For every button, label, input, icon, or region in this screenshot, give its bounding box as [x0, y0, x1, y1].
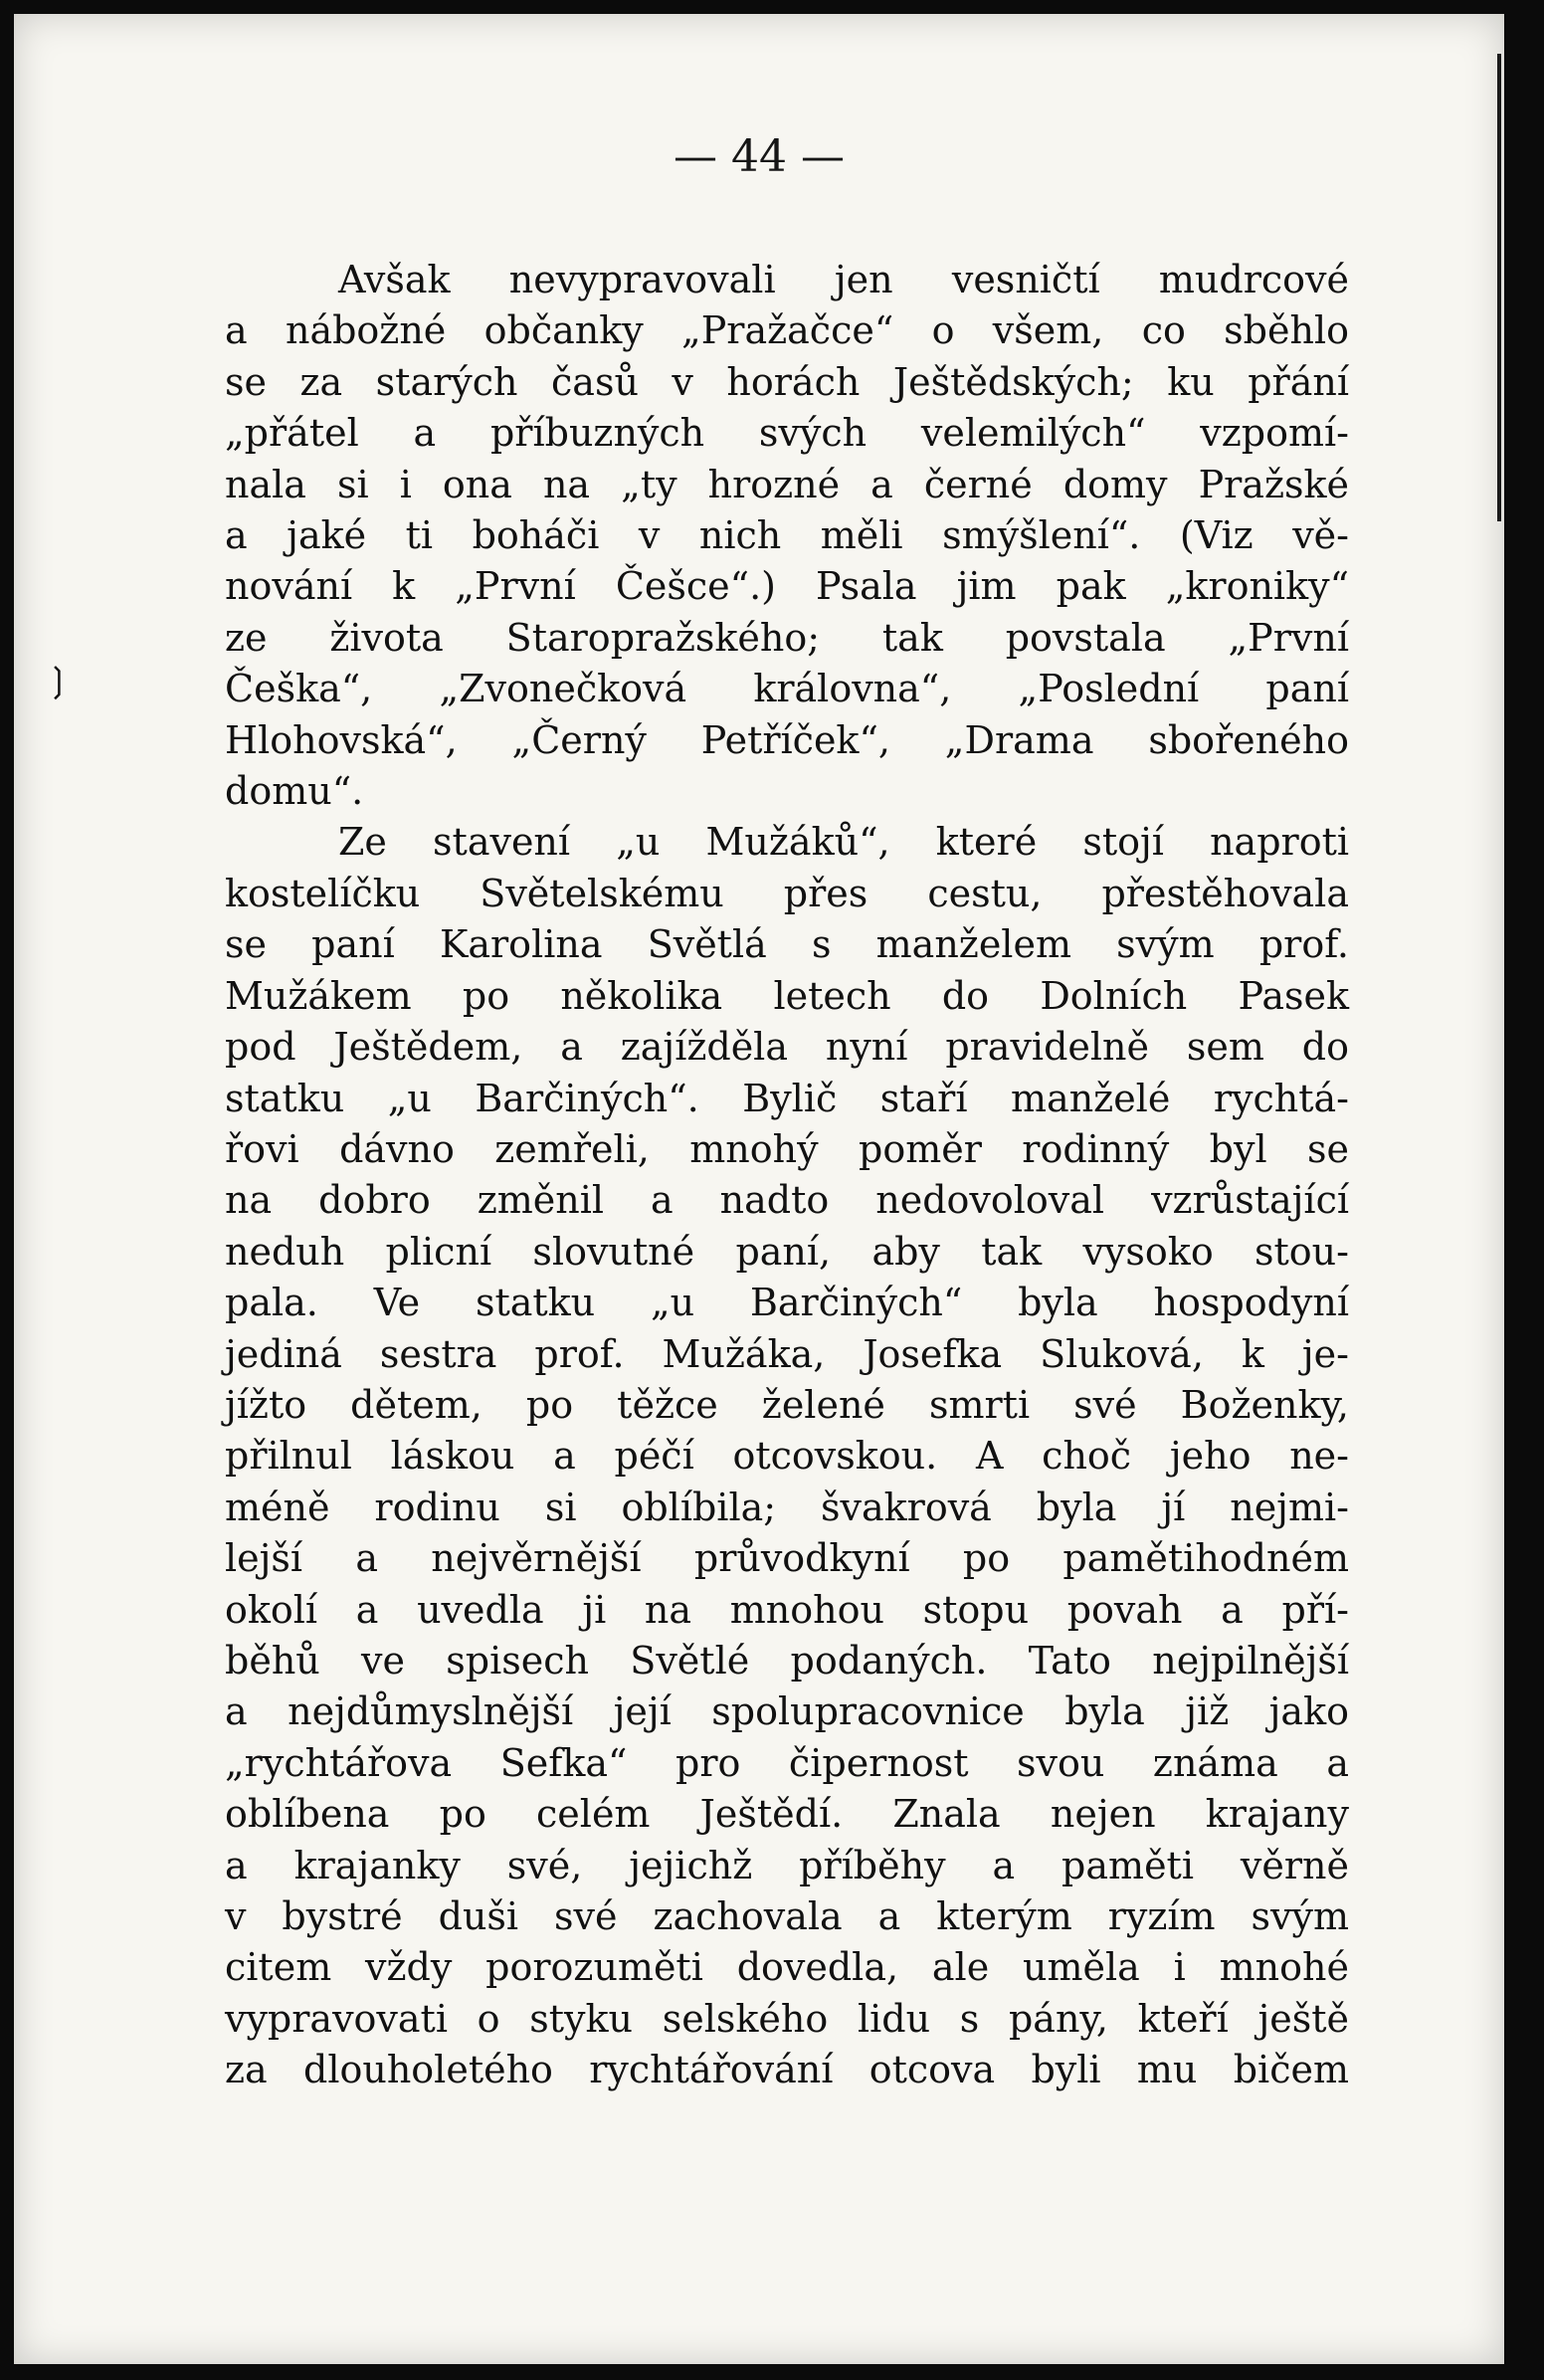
text-line: se paní Karolina Světlá s manželem svým prof. [225, 922, 1349, 967]
text-line: kostelíčku Světelskému přes cestu, přestěhovala [225, 871, 1349, 915]
text-line: „přátel a příbuzných svých velemilých“ vzpomí- [225, 411, 1349, 456]
text-line: v bystré duši své zachovala a kterým ryzím svým [225, 1894, 1349, 1938]
text-line: a krajanky své, jejichž příběhy a paměti věrně [225, 1843, 1349, 1887]
text-line: pod Ještědem, a zajížděla nyní pravidelně sem do [225, 1025, 1349, 1070]
text-line: neduh plicní slovutné paní, aby tak vysoko stou- [225, 1229, 1349, 1274]
text-line: řovi dávno zemřeli, mnohý poměr rodinný byl se [225, 1126, 1349, 1171]
text-line: se za starých časů v horách Ještědských; ku přání [225, 359, 1349, 404]
text-line: Ze stavení „u Mužáků“, které stojí naproti [338, 820, 1349, 865]
text-line: jediná sestra prof. Mužáka, Josefka Sluková, k je- [225, 1331, 1349, 1376]
text-line: jížto dětem, po těžce želené smrti své Boženky, [225, 1382, 1349, 1427]
text-line: citem vždy porozuměti dovedla, ale uměla i mnohé [225, 1945, 1349, 1990]
text-line: domu“. [225, 769, 364, 814]
text-line: na dobro změnil a nadto nedovoloval vzrůstající [225, 1178, 1349, 1223]
text-line: nala si i ona na „ty hrozné a černé domy Pražské [225, 462, 1349, 506]
body-text [225, 255, 1349, 2096]
text-line: a jaké ti boháči v nich měli smýšlení“. (Viz vě- [225, 513, 1349, 558]
text-line: pala. Ve statku „u Barčiných“ byla hospodyní [225, 1281, 1349, 1325]
text-line: a nábožné občanky „Pražačce“ o všem, co sběhlo [225, 308, 1349, 353]
text-line: oblíbena po celém Ještědí. Znala nejen krajany [225, 1792, 1349, 1837]
text-line: „rychtářova Sefka“ pro čipernost svou známa a [225, 1740, 1349, 1785]
text-line: okolí a uvedla ji na mnohou stopu povah a pří- [225, 1587, 1349, 1632]
text-line: vypravovati o styku selského lidu s pány, kteří ještě [225, 1996, 1349, 2041]
text-line: statku „u Barčiných“. Bylič staří manželé rychtá- [225, 1076, 1349, 1120]
text-line: Avšak nevypravovali jen vesničtí mudrcové [338, 258, 1349, 301]
text-line: ze života Staropražského; tak povstala „První [225, 615, 1349, 660]
text-line: nování k „První Češce“.) Psala jim pak „kroniky“ [225, 564, 1349, 609]
paragraph-1 [225, 255, 1349, 817]
text-line: méně rodinu si oblíbila; švakrová byla jí nejmi- [225, 1485, 1349, 1529]
text-line: běhů ve spisech Světlé podaných. Tato nejpilnější [225, 1638, 1349, 1683]
book-page [14, 14, 1504, 2364]
page-edge-mark [1497, 54, 1501, 521]
text-line: lejší a nejvěrnější průvodkyní po pamětihodném [225, 1536, 1349, 1581]
paragraph-2 [225, 817, 1349, 2095]
text-line: Češka“, „Zvonečková královna“, „Poslední paní [225, 667, 1349, 711]
text-line: Mužákem po několika letech do Dolních Pasek [225, 973, 1349, 1018]
text-line: Hlohovská“, „Černý Petříček“, „Drama sbořeného [225, 717, 1349, 762]
page-number: — 44 — [674, 131, 845, 182]
text-line: za dlouholetého rychtářování otcova byli mu bičem [225, 2048, 1349, 2092]
text-line: přilnul láskou a péčí otcovskou. A choč jeho ne- [225, 1434, 1349, 1479]
margin-smudge-icon: ❳ [44, 661, 73, 700]
text-line: a nejdůmyslnější její spolupracovnice byla již jako [225, 1689, 1349, 1734]
